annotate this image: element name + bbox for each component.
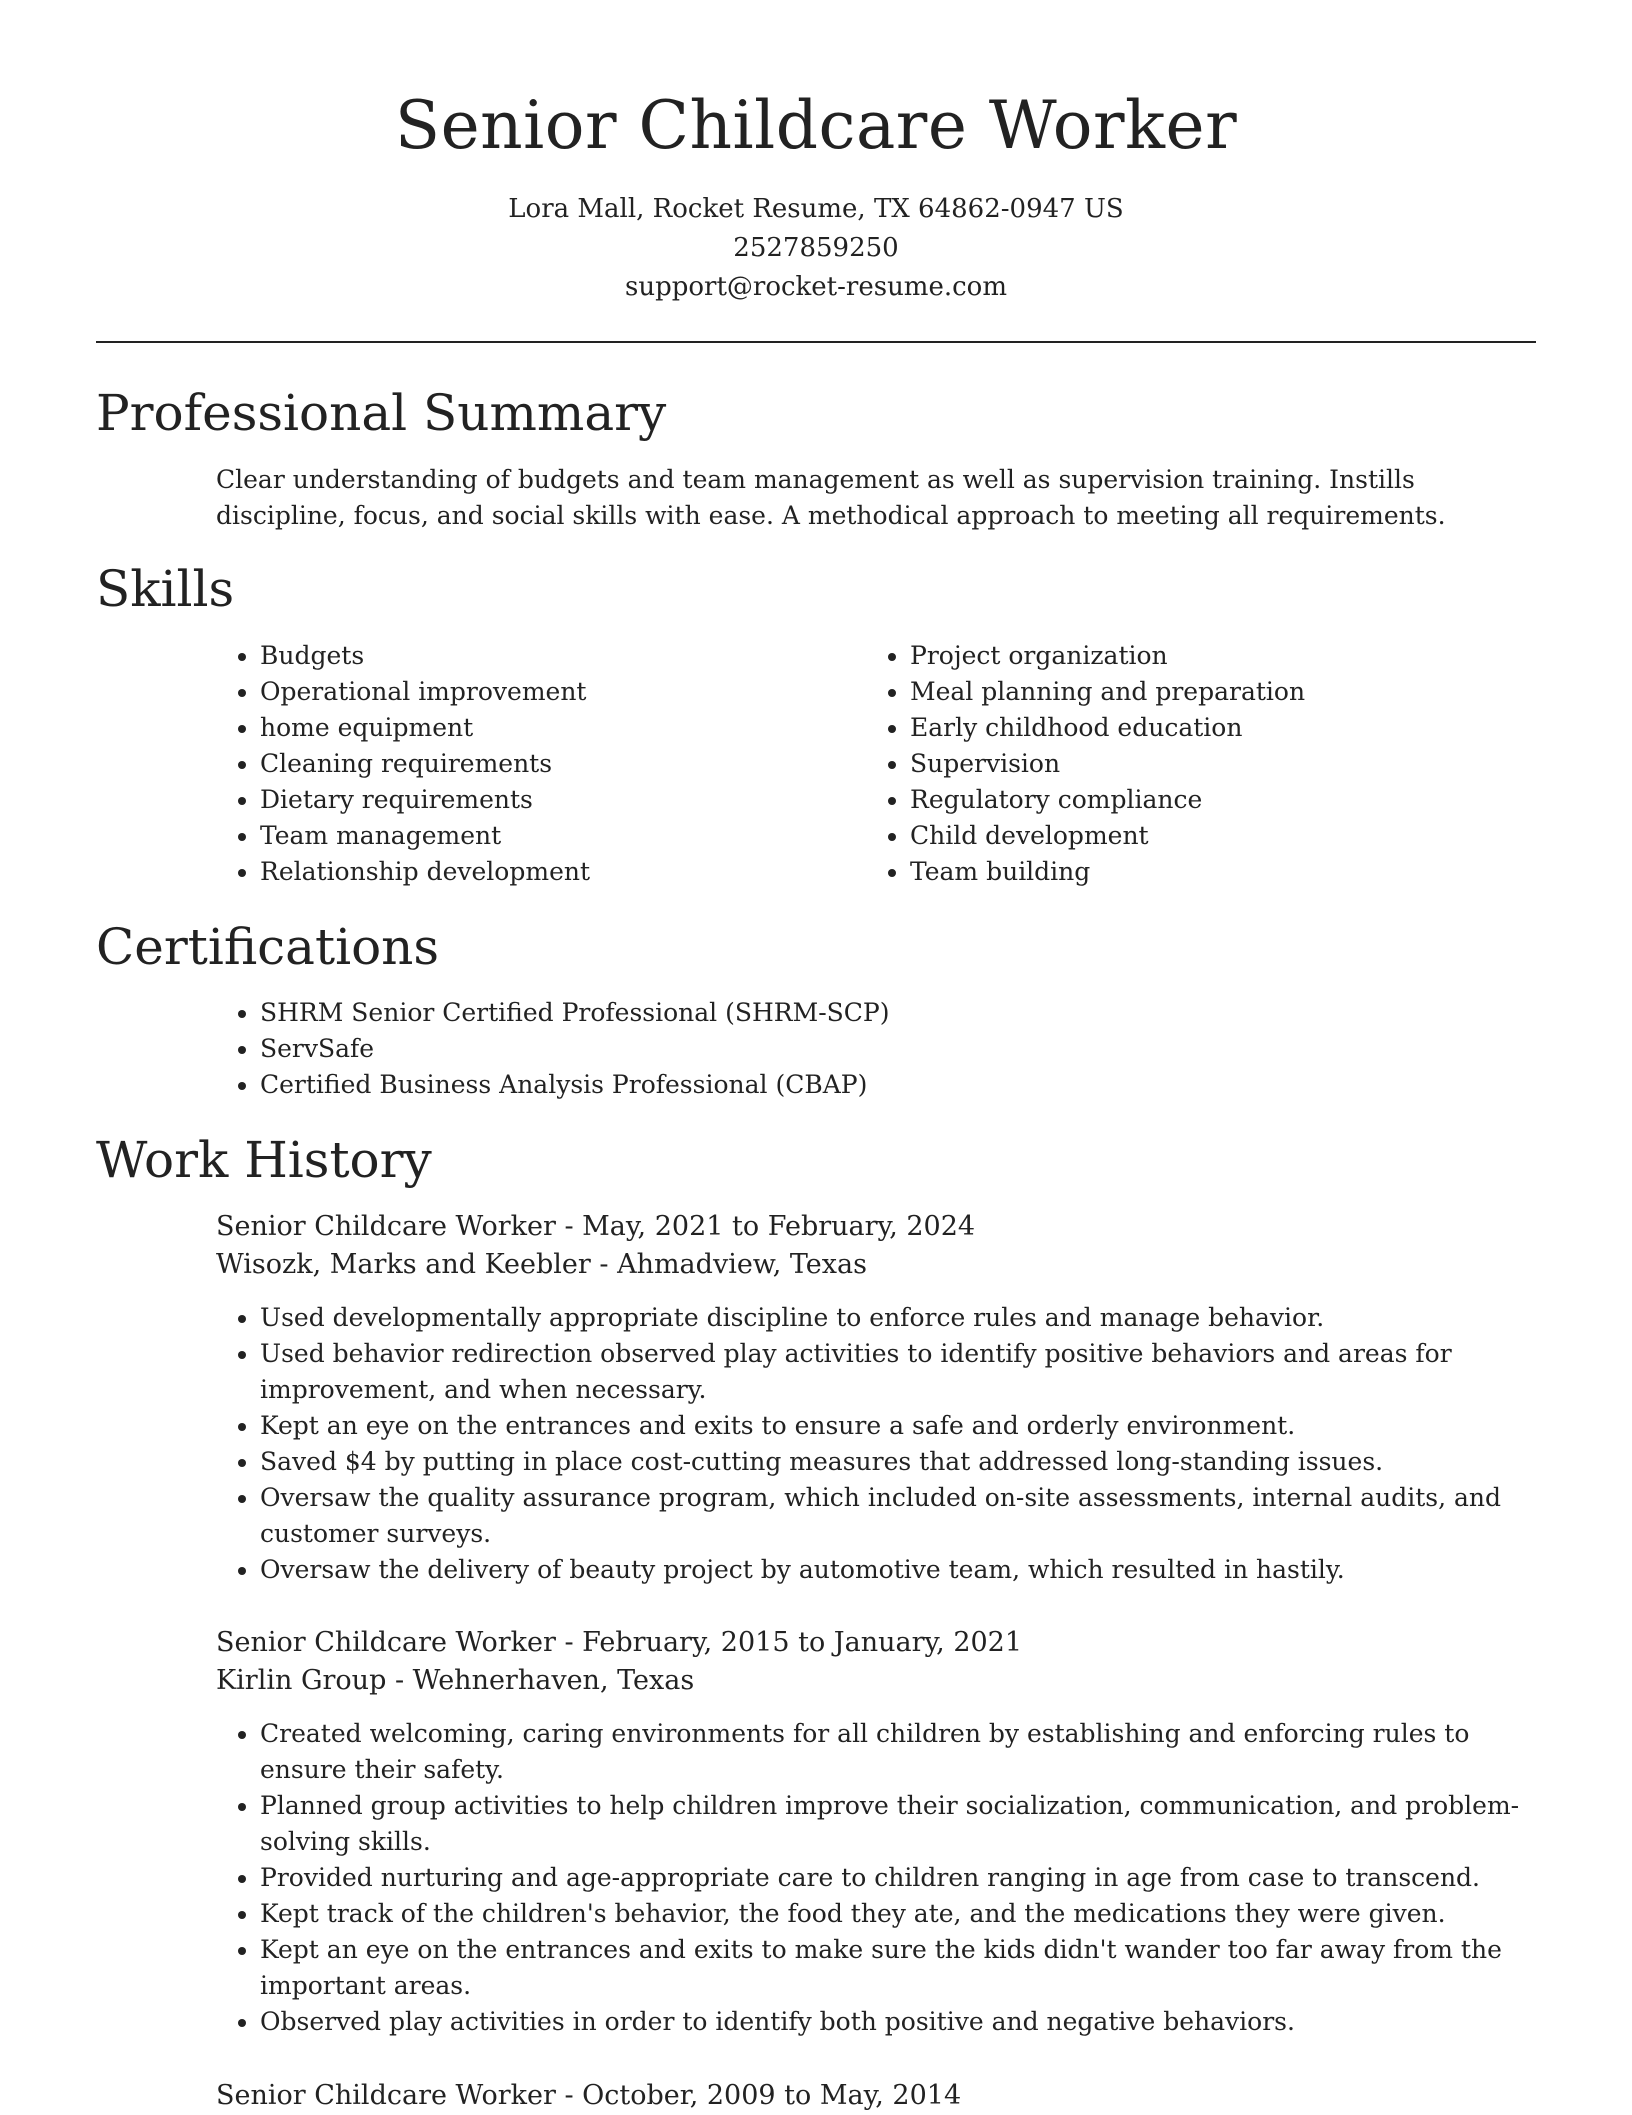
- job-bullet: • Used developmentally appropriate discipline to enforce rules and manage behavior.: [260, 1300, 1536, 1336]
- certification-item: • SHRM Senior Certified Professional (SHRM-SCP): [260, 995, 1536, 1031]
- job-bullet: • Oversaw the quality assurance program, which included on-site assessments, internal audits, and customer surveys.: [260, 1480, 1536, 1552]
- contact-phone: 2527859250: [733, 233, 899, 263]
- certifications-heading: Certifications: [96, 918, 440, 976]
- resume-title: Senior Childcare Worker: [394, 87, 1238, 164]
- summary-heading: Professional Summary: [96, 384, 667, 442]
- skill-item: • Budgets: [260, 638, 856, 674]
- job-bullet: • Kept an eye on the entrances and exits to ensure a safe and orderly environment.: [260, 1408, 1536, 1444]
- skills-list-left: [216, 638, 856, 890]
- summary-text: Clear understanding of budgets and team management as well as supervision training. Instills discipline, focus, and social skills with ease. A methodical approach to meeting all requirements.: [216, 465, 1446, 530]
- certifications-list: [216, 995, 1536, 1103]
- skill-item: • Supervision: [910, 746, 1506, 782]
- job-title-dates: Senior Childcare Worker - October, 2009 to May, 2014: [216, 2080, 962, 2111]
- job-bullet: • Provided nurturing and age-appropriate care to children ranging in age from case to transcend.: [260, 1860, 1536, 1896]
- skill-item: • Relationship development: [260, 854, 856, 890]
- certification-item: • Certified Business Analysis Professional (CBAP): [260, 1067, 1536, 1103]
- skill-item: • Child development: [910, 818, 1506, 854]
- header-divider: [96, 341, 1536, 343]
- job-bullets: [216, 1300, 1536, 1588]
- job-title-dates: Senior Childcare Worker - February, 2015 to January, 2021: [216, 1627, 1023, 1658]
- contact-address: Lora Mall, Rocket Resume, TX 64862-0947 US: [508, 194, 1124, 224]
- skills-column-right: [866, 638, 1506, 890]
- skill-item: • Project organization: [910, 638, 1506, 674]
- job-bullet: • Saved $4 by putting in place cost-cutting measures that addressed long-standing issues.: [260, 1444, 1536, 1480]
- job-entry: [216, 1208, 1536, 1588]
- skill-item: • Regulatory compliance: [910, 782, 1506, 818]
- job-bullet: • Observed play activities in order to identify both positive and negative behaviors.: [260, 2004, 1536, 2040]
- certification-item: • ServSafe: [260, 1031, 1536, 1067]
- skill-item: • Meal planning and preparation: [910, 674, 1506, 710]
- job-entry: [216, 1624, 1536, 2040]
- skills-list-right: [866, 638, 1506, 890]
- job-bullet: • Created welcoming, caring environments for all children by establishing and enforcing rules to ensure their safety.: [260, 1716, 1536, 1788]
- job-bullet: • Kept track of the children's behavior, the food they ate, and the medications they were given.: [260, 1896, 1536, 1932]
- job-company-location: Kirlin Group - Wehnerhaven, Texas: [216, 1665, 695, 1696]
- skill-item: • Early childhood education: [910, 710, 1506, 746]
- job-company-location: Wisozk, Marks and Keebler - Ahmadview, Texas: [216, 1249, 867, 1280]
- contact-block: [0, 190, 1632, 307]
- resume-header: [0, 0, 1632, 307]
- job-title-dates: Senior Childcare Worker - May, 2021 to February, 2024: [216, 1211, 976, 1242]
- skill-item: • Team building: [910, 854, 1506, 890]
- skill-item: • Cleaning requirements: [260, 746, 856, 782]
- job-bullet: • Used behavior redirection observed play activities to identify positive behaviors and areas for improvement, and when necessary.: [260, 1336, 1536, 1408]
- skills-column-left: [216, 638, 856, 890]
- skill-item: • Operational improvement: [260, 674, 856, 710]
- skill-item: • Team management: [260, 818, 856, 854]
- work-history-heading: Work History: [96, 1131, 432, 1189]
- job-bullet: • Oversaw the delivery of beauty project by automotive team, which resulted in hastily.: [260, 1552, 1536, 1588]
- job-bullet: • Planned group activities to help children improve their socialization, communication, and problem-solving skills.: [260, 1788, 1536, 1860]
- job-entry: [216, 2077, 1536, 2115]
- job-bullets: [216, 1716, 1536, 2040]
- skill-item: • home equipment: [260, 710, 856, 746]
- certifications-block: [216, 995, 1536, 1103]
- skills-heading: Skills: [96, 560, 235, 618]
- skill-item: • Dietary requirements: [260, 782, 856, 818]
- contact-email[interactable]: support@rocket-resume.com: [624, 272, 1007, 302]
- job-bullet: • Kept an eye on the entrances and exits to make sure the kids didn't wander too far away from the important areas.: [260, 1932, 1536, 2004]
